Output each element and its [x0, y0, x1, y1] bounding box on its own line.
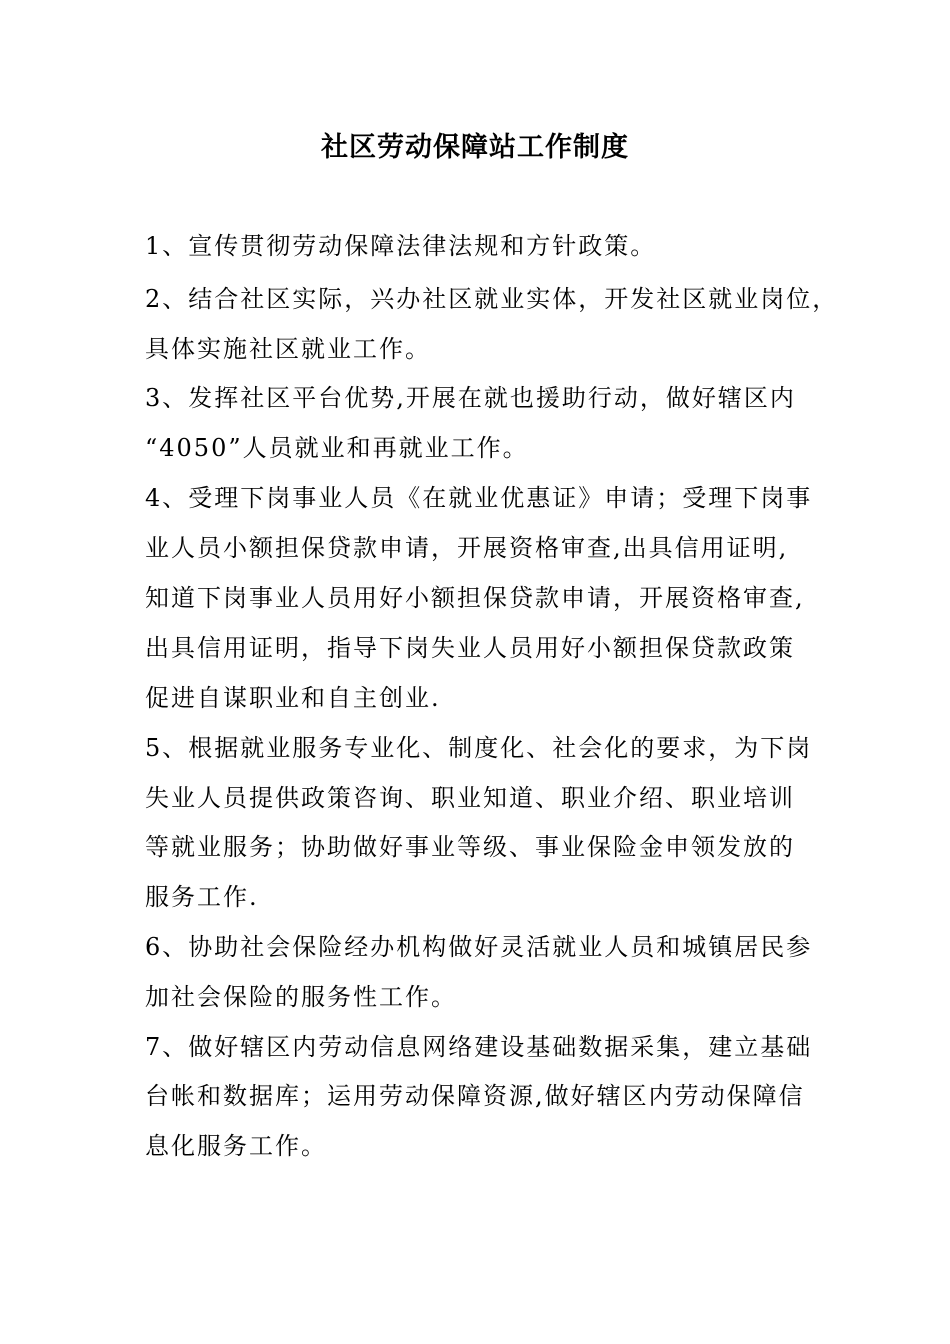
text-line: “4050”人员就业和再就业工作。	[145, 434, 529, 462]
text-line: 业人员小额担保贷款申请，开展资格审查,出具信用证明,	[145, 534, 789, 562]
text-line: 5、根据就业服务专业化、制度化、社会化的要求，为下岗	[145, 734, 813, 762]
document-title: 社区劳动保障站工作制度	[321, 132, 629, 163]
text-line: 服务工作.	[145, 883, 259, 911]
text-line: 息化服务工作。	[145, 1132, 327, 1160]
text-line: 促进自谋职业和自主创业.	[145, 684, 441, 712]
text-line: 4、受理下岗事业人员《在就业优惠证》申请；受理下岗事	[145, 484, 813, 512]
text-line: 失业人员提供政策咨询、职业知道、职业介绍、职业培训	[145, 784, 795, 812]
text-line: 出具信用证明，指导下岗失业人员用好小额担保贷款政策	[145, 634, 795, 662]
text-line: 2、结合社区实际，兴办社区就业实体，开发社区就业岗位，	[145, 285, 839, 313]
text-line: 等就业服务；协助做好事业等级、事业保险金申领发放的	[145, 833, 795, 861]
text-line: 3、发挥社区平台优势,开展在就也援助行动，做好辖区内	[145, 384, 796, 412]
text-line: 7、做好辖区内劳动信息网络建设基础数据采集，建立基础	[145, 1033, 813, 1061]
text-line: 台帐和数据库；运用劳动保障资源,做好辖区内劳动保障信	[145, 1082, 805, 1110]
text-line: 知道下岗事业人员用好小额担保贷款申请，开展资格审查,	[145, 584, 805, 612]
text-line: 加社会保险的服务性工作。	[145, 983, 457, 1011]
text-line: 1、宣传贯彻劳动保障法律法规和方针政策。	[145, 232, 657, 260]
text-line: 6、协助社会保险经办机构做好灵活就业人员和城镇居民参	[145, 933, 813, 961]
text-line: 具体实施社区就业工作。	[145, 335, 431, 363]
